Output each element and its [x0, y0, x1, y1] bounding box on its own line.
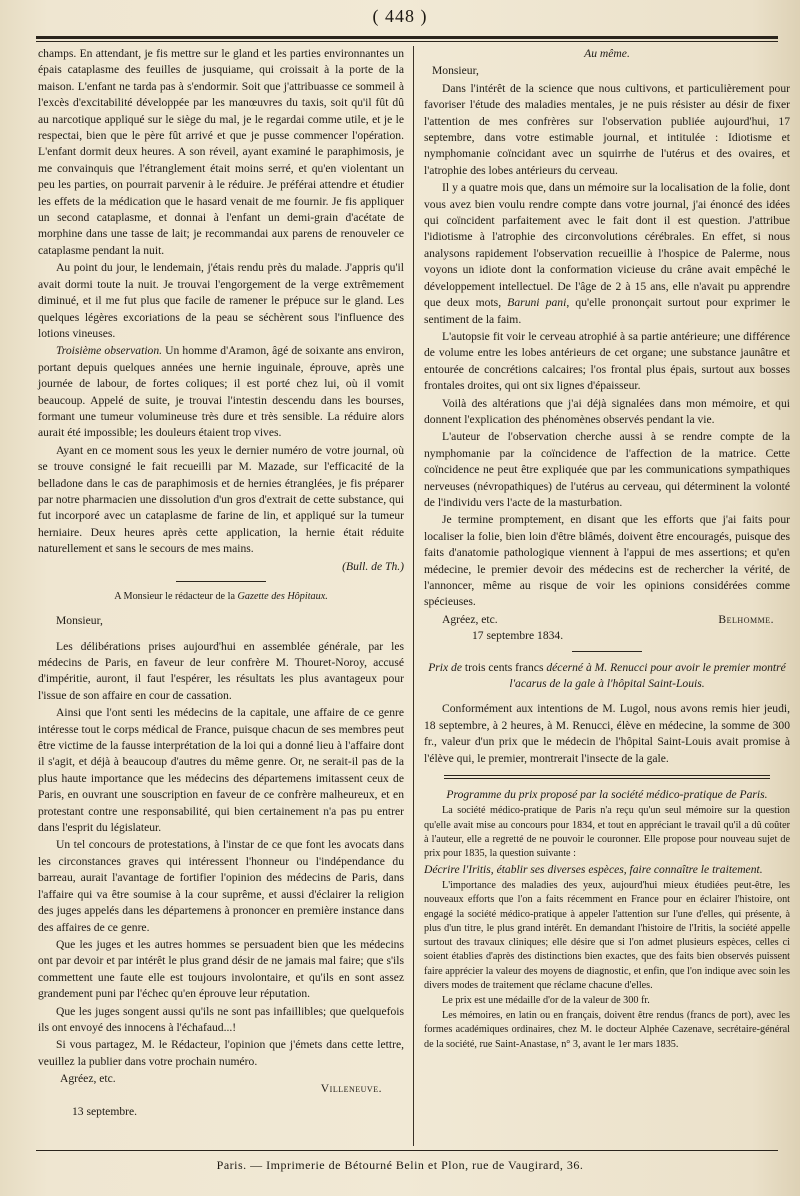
second-letter-date: 17 septembre 1834.	[472, 629, 564, 643]
prize-heading-a: Prix de	[428, 660, 462, 674]
source-citation: (Bull. de Th.)	[342, 559, 404, 573]
left-column	[38, 46, 404, 1121]
second-letter-signature-row	[424, 612, 790, 628]
letter-date: 13 septembre.	[72, 1104, 138, 1118]
letter-paragraph-3: Un tel concours de protestations, à l'instar de ce que font les avocats dans les circonstances graves qui intéressent l'honneur ou l'indépendance du barreau, aurait l'avantage de fortifier l'opinion des médecins de Paris, dans l'affaire qui va être soumise à la cour suprême, et aussi d'éclairer la religion des juges appelés dans les départemens à prononcer en première instance dans des affaires de ce genre.	[38, 838, 404, 934]
prize-heading-b: trois cents francs	[462, 660, 547, 674]
column-divider	[413, 46, 414, 1146]
letter-paragraph-5: Que les juges songent aussi qu'ils ne sont pas infaillibles; que quelquefois ils ont envoyé des innocens à l'échafaud...!	[38, 1004, 404, 1034]
programme-heading: Programme du prix proposé par la société médico-pratique de Paris.	[446, 788, 768, 802]
footer-rule	[36, 1150, 778, 1151]
section-separator	[176, 581, 266, 582]
programme-question: Décrire l'Iritis, établir ses diverses espèces, faire connaître le traitement.	[424, 863, 763, 877]
left-paragraph-1: champs. En attendant, je fis mettre sur le gland et les parties environnantes un épais cataplasme des feuilles de jusquiame, qui croissait à la porte de la maison. L'enfant ne tarda pas à s'endormir. Soit que j'attribuasse ce sommeil à l'excès d'excitabilité développée par les manœuvres du taxis, soit qu'il fût dû au narcotique appliqué sur le siège du mal, je le regardai comme utile, et je le respectai, bien que le père fût arrivé et que je pusse commencer l'opération. L'enfant dormit deux heures. A son réveil, ayant examiné le paraphimosis, je me convainquis que l'étranglement était moins serré, et qu'en violentant un peu les parties, on pourrait parvenir à le réduire. Je préférai attendre et étudier les effets de la médication que le hasard venait de me fournir. Je fis appliquer un second cataplasme, et donnai à l'enfant un demi-grain d'acétate de morphine dans une tasse de lait; je recommandai aux parens de renouveler ce cataplasme pendant la nuit.	[38, 47, 404, 257]
letter-signature-row	[38, 1071, 404, 1097]
second-letter-signature: Belhomme.	[718, 612, 774, 626]
second-letter-heading: Au même.	[584, 47, 630, 60]
spacer	[38, 605, 404, 613]
second-letter-paragraph-5: L'auteur de l'observation cherche aussi à se rendre compte de la nymphomanie par la coïncidence de l'affection de la matrice. Cette coïncidence ne peut être expliquée que par les communications sympathiques nerveuses (névropathiques) de l'utérus au cerveau, qui déterminent la volonté de l'individu vers l'acte de la masturbation.	[424, 430, 790, 509]
printer-imprint: Paris. — Imprimerie de Bétourné Belin et Plon, rue de Vaugirard, 36.	[216, 1158, 584, 1172]
left-paragraph-4: Ayant en ce moment sous les yeux le dernier numéro de votre journal, où se trouve consigné le fait recueilli par M. Mazade, sur l'efficacité de la belladone dans le cas de paraphimosis et de hernies étranglées, je fis préparer par notre pharmacien une dissolution d'un gros d'extrait de cette substance, qui fut incorporé avec un cataplasme de farine de lin, et appliqué sur la tumeur herniaire. Deux heures après cette application, la hernie était réduite naturellement et sans le secours de mes mains.	[38, 443, 404, 556]
second-letter-closing: Agréez, etc.	[442, 612, 498, 626]
third-observation-text: Un homme d'Aramon, âgé de soixante ans environ, portant depuis quelques années une hernie inguinale, éprouve, après une journée de labour, de fortes coliques; il est porté chez lui, où il vomit beaucoup. Appelé de suite, je trouvai l'intestin descendu dans les bourses, formant une tumeur volumineuse très dure et très sensible. La réduire alors aurait été impossible; les douleurs étaient trop vives.	[38, 344, 404, 440]
second-letter-paragraph-6: Je termine promptement, en disant que les efforts que j'ai faits pour localiser la folie, bien loin d'être blâmés, doivent être encouragés, puisque des faits d'anatomie pathologique viennent à l'appui de mes assertions; et qu'en médecine, le premier devoir des médecins est de rechercher la vérité, de l'annoncer, même au risque de voir les opinions considérées comme spécieuses.	[424, 513, 790, 609]
letter-salutation: Monsieur,	[56, 614, 103, 628]
letter-heading-journal: Gazette des Hôpitaux.	[237, 591, 328, 602]
spacer	[424, 693, 790, 701]
letter-paragraph-4: Que les juges et les autres hommes se persuadent bien que les médecins ont par devoir et par intérêt le plus grand désir de ne jamais mal faire; que s'ils commettent une faute elle est toujours involontaire, et qu'ils en sont assez grandement puni par l'échec qu'en éprouve leur réputation.	[38, 937, 404, 1001]
letter-heading-prefix: A Monsieur le rédacteur de la	[114, 591, 238, 602]
second-letter-paragraph-1: Dans l'intérêt de la science que nous cultivons, et particulièrement pour favoriser l'étude des maladies mentales, je ne puis résister au désir de fixer l'attention de mes confrères sur l'observation publiée aujourd'hui, 17 septembre, dans votre estimable journal, et intitulée : Idiotisme et nymphomanie coïncidant avec un squirrhe de l'utérus et des ovaires, et l'atrophie des lobes antérieurs du cerveau.	[424, 81, 790, 177]
second-letter-paragraph-3: L'autopsie fit voir le cerveau atrophié à sa partie antérieure; une différence de volume entre les lobes antérieurs de cet organe; une substance jaunâtre et entourée de concrétions calcaires; l'os frontal plus épais, surtout aux bosses frontales droites, qui ont six lignes d'épaisseur.	[424, 329, 790, 393]
letter-closing: Agréez, etc.	[60, 1072, 116, 1086]
quoted-words: Baruni pani	[507, 296, 567, 310]
second-letter-paragraph-4: Voilà des altérations que j'ai déjà signalées dans mon mémoire, et qui donnent l'explication des phénomènes observés pendant la vie.	[424, 396, 790, 426]
page-number: ( 448 )	[372, 6, 428, 26]
letter-signature: Villeneuve.	[320, 1082, 382, 1096]
second-letter-paragraph-2	[424, 180, 790, 328]
prize-heading	[424, 660, 790, 693]
letter-paragraph-2: Ainsi que l'ont senti les médecins de la capitale, une affaire de ce genre intéresse tout le corps médical de France, puisque chacun de ses membres peut être victime de la fausse interprétation de la loi qui a donné lieu à l'affaire dont il s'agit, et déjà à beaucoup d'autres du même genre. Or, ne serait-il pas de la plus haute importance que les médecins des départemens imitassent ceux de Paris, en ouvrant une souscription en faveur de ce confrère malheureux, et en protestant contre une responsabilité, qui bien certainement n'a pas pu entrer dans l'esprit du législateur.	[38, 706, 404, 835]
spacer	[38, 631, 404, 639]
programme-paragraph-3: Le prix est une médaille d'or de la valeur de 300 fr.	[442, 994, 650, 1006]
left-paragraph-2: Au point du jour, le lendemain, j'étais rendu près du malade. J'appris qu'il avait dormi toute la nuit. Je trouvai l'engorgement de la verge extrêmement diminué, et il me fut plus que facile de ramener le prépuce sur le gland. Les quelques légères excoriations de la peau se séchèrent sous l'influence des lotions vineuses.	[38, 261, 404, 340]
section-separator-double	[444, 775, 770, 779]
programme-paragraph-1: La société médico-pratique de Paris n'a reçu qu'un seul mémoire sur la question qu'elle avait mise au concours pour 1834, et tout en appréciant le travail qu'il a dû coûter à l'auteur, elle a regretté de ne pouvoir le couronner. Elle propose pour nouveau sujet de prix pour 1835, la question suivante :	[424, 805, 790, 860]
second-letter-paragraph-2-text: Il y a quatre mois que, dans un mémoire sur la localisation de la folie, dont vous avez bien voulu rendre compte dans votre journal, j'ai énoncé des idées qui coïncident parfaitement avec le fait dont il est question. J'attribue l'idiotisme à l'atrophie des circonvolutions cérébrales. En effet, si nous analysons rapidement l'observation recueillie à l'hospice de Palerme, nous voyons un idiote dont la conformation vicieuse du crâne avait empêché le développement intellectuel. De l'âge de 2 à 15 ans, elle n'avait pu apprendre que deux mots,	[424, 181, 790, 310]
second-letter-salutation: Monsieur,	[432, 64, 479, 78]
prize-paragraph: Conformément aux intentions de M. Lugol, nous avons remis hier jeudi, 18 septembre, à 2 heures, à M. Renucci, élève en médecine, la somme de 300 fr., valeur d'un prix que le médecin de l'hôpital Saint-Louis avait promise à l'élève qui, le premier, montrerait l'insecte de la gale.	[424, 702, 790, 765]
top-rule	[36, 36, 778, 42]
letter-paragraph-6: Si vous partagez, M. le Rédacteur, l'opinion que j'émets dans cette lettre, veuillez la publier dans votre prochain numéro.	[38, 1038, 404, 1068]
third-observation-paragraph	[38, 343, 404, 441]
right-column	[424, 46, 790, 1053]
programme-body	[424, 804, 790, 1051]
third-observation-label: Troisième observation.	[56, 344, 163, 358]
letter-heading	[38, 590, 404, 604]
programme-paragraph-2: L'importance des maladies des yeux, aujourd'hui mieux étudiées peut-être, les nouveaux efforts que l'on a faits récemment en France pour en éclairer l'histoire, ont engagé la société médico-pratique à appeler l'attention sur l'une d'elles, qui présente, à plus d'un titre, le plus grand intérêt. En demandant l'histoire de l'Iritis, la société appelle surtout des travaux cliniques; elle désire que si l'on admet plusieurs espèces, celles ci soient établies d'après des distinctions bien exactes, que des faits bien observés puissent faire apprécier la valeur des moyens de diagnostic, et enfin, que l'on indique avec soin les divers modes de traitement que réclame chacune d'elles.	[424, 880, 790, 991]
programme-paragraph-4: Les mémoires, en latin ou en français, doivent être rendus (francs de port), avec les formes académiques ordinaires, chez M. le docteur Alphée Cazenave, secrétaire-général de la société, rue Saint-Anastase, n° 3, avant le 1er mars 1835.	[424, 1010, 790, 1050]
prize-heading-c: décerné à M. Renucci pour avoir le premier montré l'acarus de la gale à l'hôpital Saint-Louis.	[509, 660, 786, 691]
second-letter-paragraph-2-end: , qu'elle prononçait surtout pour exprimer le sentiment de la faim.	[424, 296, 791, 326]
section-separator	[572, 651, 642, 652]
letter-paragraph-1: Les délibérations prises aujourd'hui en assemblée générale, par les médecins de Paris, en faveur de leur confrère M. Thouret-Noroy, accusé d'impéritie, auront, il faut l'espérer, les résultats les plus avantageux pour l'issue de son affaire en cour de cassation.	[38, 639, 404, 702]
